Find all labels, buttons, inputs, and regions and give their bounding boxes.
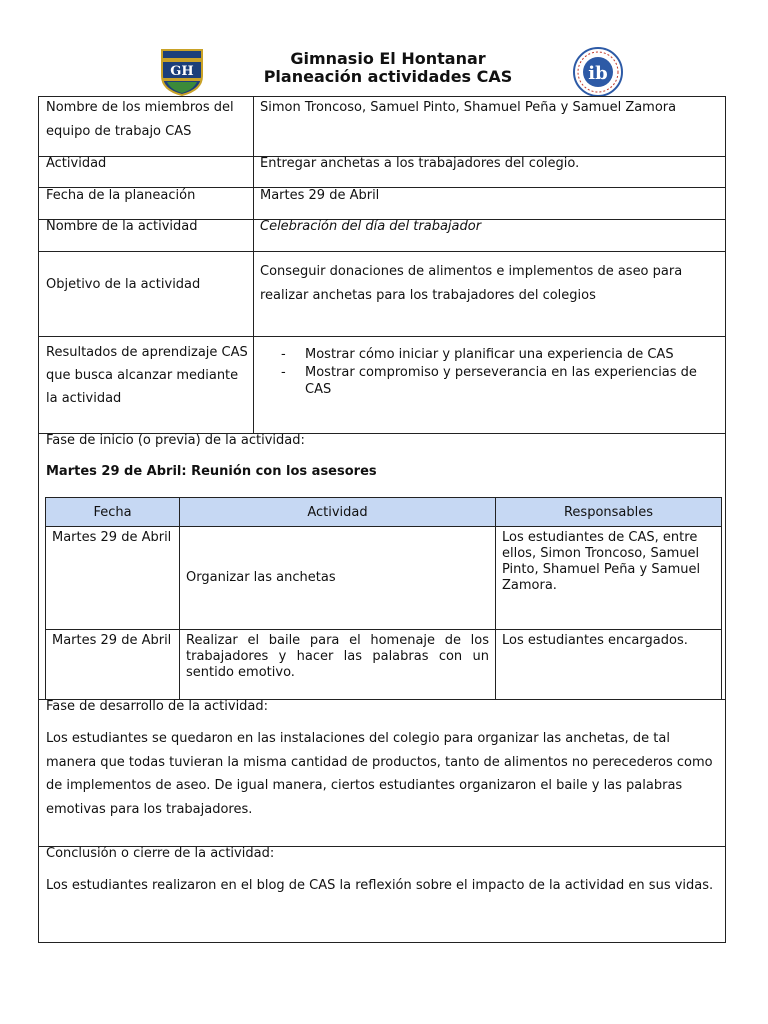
table-cell: Los estudiantes encargados. [496,630,722,700]
svg-text:ib: ib [588,63,608,84]
page-title [0,50,768,86]
list-item: - Mostrar compromiso y perseverancia en las experiencias de CAS [281,364,711,398]
title-line-2: Planeación actividades CAS [263,67,513,86]
results-list [281,346,711,399]
column-header: Fecha [46,498,180,527]
development-phase-text: Los estudiantes se quedaron en las instalaciones del colegio para organizar las anchetas, de tal manera que todas tuvieran la misma cantidad de productos, tanto de alimentos no perecederos como de implementos de aseo. De igual manera, ciertos estudiantes organizaron el baile y las palabras emotivas para los trabajadores. [46,731,713,817]
start-phase-label: Fase de inicio (o previa) de la actividad: [46,433,305,448]
members-value: Simon Troncoso, Samuel Pinto, Shamuel Peña y Samuel Zamora [260,100,677,115]
column-header: Actividad [180,498,496,527]
ib-world-school-logo [566,46,630,98]
svg-text:GH: GH [170,64,194,79]
objective-value: Conseguir donaciones de alimentos e implementos de aseo para realizar anchetas para los trabajadores del colegios [260,264,683,303]
table-cell: Martes 29 de Abril [46,630,180,700]
row-divider [38,251,726,252]
title-line-1: Gimnasio El Hontanar [290,49,486,68]
column-divider [253,96,254,433]
development-phase-label: Fase de desarrollo de la actividad: [46,699,269,714]
activity-value: Entregar anchetas a los trabajadores del colegio. [260,156,580,171]
name-label: Nombre de la actividad [46,219,198,234]
closing-phase-text: Los estudiantes realizaron en el blog de CAS la reflexión sobre el impacto de la actividad en sus vidas. [46,878,714,893]
results-label: Resultados de aprendizaje CAS que busca alcanzar mediante la actividad [46,345,248,406]
table-cell: Los estudiantes de CAS, entre ellos, Simon Troncoso, Samuel Pinto, Shamuel Peña y Samuel Zamora. [496,527,722,630]
table-cell: Realizar el baile para el homenaje de los trabajadores y hacer las palabras con un sentido emotivo. [180,630,496,700]
closing-phase-label: Conclusión o cierre de la actividad: [46,846,275,861]
list-item: - Mostrar cómo iniciar y planificar una experiencia de CAS [281,346,711,363]
table-cell: Martes 29 de Abril [46,527,180,630]
table-row [46,630,722,700]
objective-label: Objetivo de la actividad [46,277,201,292]
start-phase-subtitle: Martes 29 de Abril: Reunión con los asesores [46,464,377,479]
date-value: Martes 29 de Abril [260,188,380,203]
column-header: Responsables [496,498,722,527]
table-header-row [46,498,722,527]
schedule-table [45,497,722,700]
table-cell: Organizar las anchetas [180,527,496,630]
name-value: Celebración del día del trabajador [260,219,482,234]
activity-label: Actividad [46,156,107,171]
members-label: Nombre de los miembros del equipo de trabajo CAS [46,100,234,139]
row-divider [38,336,726,337]
table-row [46,527,722,630]
date-label: Fecha de la planeación [46,188,196,203]
